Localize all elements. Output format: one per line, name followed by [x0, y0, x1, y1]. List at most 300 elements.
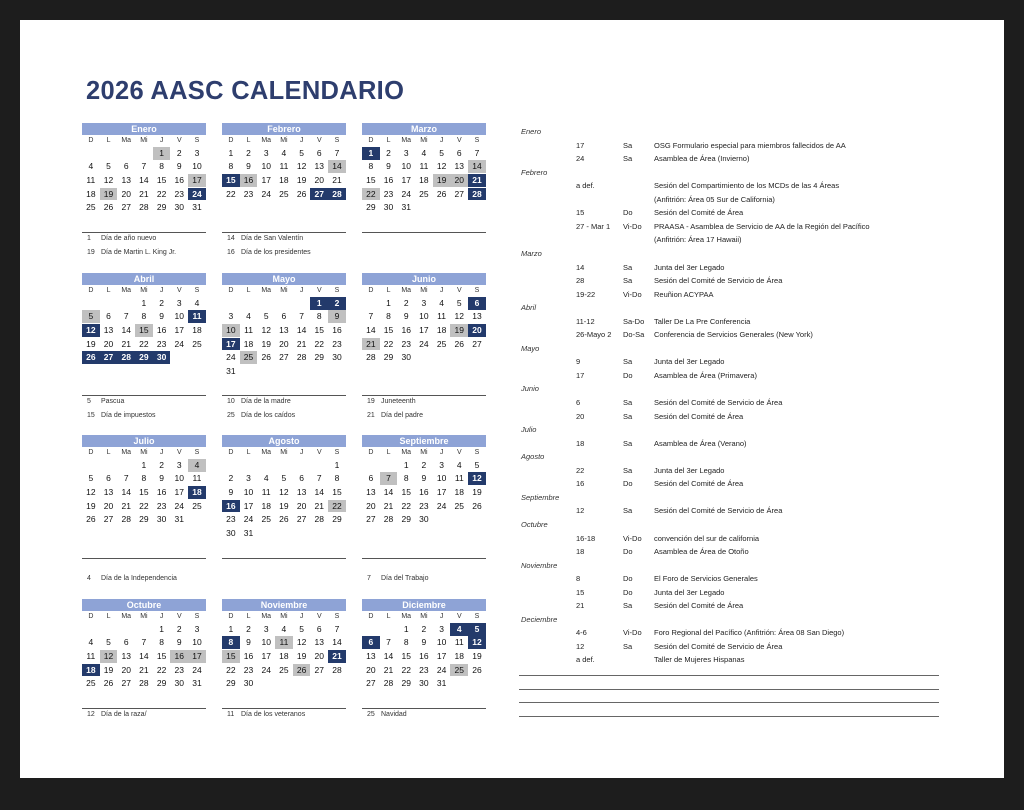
day-cell: 1 — [403, 623, 409, 634]
day-cell: 5 — [299, 623, 304, 634]
holiday-day: 16 — [227, 248, 235, 256]
day-cell: 10 — [192, 161, 202, 172]
day-cell: 22 — [383, 338, 394, 349]
event-weekday: Vi-Do — [623, 221, 642, 231]
day-cell — [117, 297, 135, 310]
day-cell: 31 — [226, 365, 236, 376]
weekday-label: Ma — [401, 287, 412, 294]
weekday-label: L — [106, 287, 111, 294]
day-cell: 24 — [436, 500, 447, 511]
holiday-name: Día de la Independencia — [101, 575, 177, 582]
week-row — [222, 458, 346, 472]
day-cell: 29 — [156, 678, 167, 689]
month-header: Abril — [82, 273, 206, 285]
day-cell: 7 — [141, 161, 147, 172]
day-cell: 4 — [456, 459, 462, 470]
event-title: Sesión del Comité de Servicio de Área — [654, 506, 783, 516]
day-cell: 24 — [419, 338, 429, 349]
day-cell-event: 26 — [82, 351, 100, 364]
day-cell — [380, 459, 398, 472]
day-cell — [117, 147, 135, 160]
day-cell: 27 — [103, 514, 114, 525]
weekday-label: Ma — [261, 287, 272, 294]
notes-line — [519, 702, 939, 703]
day-cell: 9 — [421, 473, 427, 484]
day-cell: 6 — [106, 473, 111, 484]
day-cell-holiday: 22 — [328, 500, 346, 513]
day-cell — [293, 677, 311, 690]
weekday-header-row — [362, 447, 486, 458]
day-cell-holiday: 5 — [82, 310, 100, 323]
day-cell: 26 — [103, 202, 114, 213]
week-row — [222, 526, 346, 540]
day-cell: 19 — [103, 664, 114, 675]
day-cell: 28 — [314, 514, 325, 525]
month-header: Septiembre — [362, 435, 486, 447]
holiday-note — [367, 412, 423, 419]
holiday-name: Día de los caídos — [241, 411, 296, 419]
holiday-name: Día de la raza/ — [101, 711, 147, 718]
day-cell: 11 — [454, 473, 464, 484]
day-cell: 29 — [332, 514, 342, 525]
holiday-name: Día de la madre — [241, 398, 291, 405]
day-cell — [362, 297, 380, 310]
day-cell-event: 11 — [188, 310, 206, 323]
day-cell: 5 — [281, 473, 287, 484]
day-cell: 6 — [299, 473, 304, 484]
week-row — [362, 296, 486, 310]
weekday-label: Ma — [261, 137, 272, 144]
day-cell: 18 — [279, 174, 289, 185]
day-cell: 14 — [383, 650, 394, 661]
day-cell — [275, 297, 293, 310]
month-abril — [82, 273, 206, 364]
day-cell: 3 — [439, 459, 444, 470]
weekday-label: L — [246, 137, 251, 144]
week-row — [362, 512, 486, 526]
week-row — [222, 512, 346, 526]
event-title: PRAASA - Asamblea de Servicio de AA de la Región del Pacífico — [654, 221, 870, 231]
day-cell: 26 — [472, 664, 482, 675]
day-cell: 29 — [139, 514, 149, 525]
day-cell-event: 17 — [222, 338, 240, 351]
weekday-label: J — [299, 613, 304, 620]
week-row — [82, 499, 206, 513]
month-octubre — [82, 599, 206, 690]
event-title: (Anfitrión: Área 17 Hawaii) — [654, 235, 742, 245]
day-cell: 24 — [401, 188, 411, 199]
day-cell: 30 — [332, 352, 342, 363]
day-cell: 30 — [174, 678, 185, 689]
week-row — [362, 310, 486, 324]
weekday-label: V — [316, 137, 322, 144]
day-cell — [240, 297, 258, 310]
day-cell-event: 1 — [362, 147, 380, 160]
month-mayo — [222, 273, 346, 378]
week-row — [362, 458, 486, 472]
weekday-label: S — [334, 287, 340, 294]
weekday-label: J — [439, 613, 444, 620]
weekday-label: V — [456, 613, 462, 620]
day-cell — [135, 147, 153, 160]
event-date: 22 — [576, 465, 585, 475]
weekday-label: Mi — [280, 137, 288, 144]
week-row — [362, 350, 486, 364]
day-cell: 19 — [472, 650, 482, 661]
day-cell: 14 — [139, 650, 149, 661]
week-row — [82, 323, 206, 337]
day-cell: 3 — [439, 623, 444, 634]
day-cell: 19 — [296, 650, 307, 661]
day-cell — [275, 459, 293, 472]
holiday-note — [87, 398, 124, 405]
day-cell — [240, 365, 258, 378]
day-cell — [100, 147, 118, 160]
weekday-header-row — [362, 611, 486, 622]
holiday-note — [87, 575, 177, 582]
day-cell: 16 — [156, 486, 167, 497]
weekday-label: S — [474, 137, 480, 144]
month-divider — [362, 395, 486, 396]
day-cell: 20 — [121, 188, 131, 199]
day-cell: 6 — [123, 161, 129, 172]
event-date: 16-18 — [576, 533, 596, 543]
event-weekday: Sa — [623, 641, 633, 651]
event-title: El Foro de Servicios Generales — [654, 574, 758, 584]
event-title: convención del sur de california — [654, 533, 760, 543]
week-row — [222, 323, 346, 337]
day-cell: 17 — [401, 174, 411, 185]
day-cell: 20 — [121, 664, 131, 675]
day-cell: 25 — [419, 188, 429, 199]
day-cell: 1 — [159, 623, 164, 634]
holiday-day: 5 — [87, 398, 91, 405]
event-title: Reuñion ACYPAA — [654, 289, 714, 299]
day-cell: 19 — [86, 500, 96, 511]
weekday-label: Ma — [261, 449, 272, 456]
day-cell: 28 — [366, 352, 376, 363]
week-row — [82, 636, 206, 650]
day-cell: 17 — [436, 650, 447, 661]
day-cell: 3 — [194, 623, 200, 634]
week-row — [82, 649, 206, 663]
day-cell — [188, 351, 206, 364]
holiday-note — [227, 711, 305, 718]
weekday-label: V — [176, 137, 182, 144]
day-cell — [82, 623, 100, 636]
month-header: Agosto — [222, 435, 346, 447]
week-row — [82, 160, 206, 174]
event-weekday: Sa — [623, 262, 633, 272]
holiday-note — [227, 412, 295, 419]
day-cell-holiday: 10 — [222, 324, 240, 337]
day-cell: 26 — [296, 188, 307, 199]
day-cell: 17 — [436, 486, 447, 497]
day-cell: 21 — [383, 664, 394, 675]
day-cell — [100, 459, 118, 472]
day-cell-holiday: 14 — [328, 160, 346, 173]
weekday-header-row — [222, 611, 346, 622]
holiday-note — [367, 575, 428, 582]
weekday-label: Mi — [140, 137, 148, 144]
day-cell: 22 — [139, 338, 149, 349]
month-marzo — [362, 123, 486, 214]
month-divider — [362, 558, 486, 559]
event-weekday: Sa — [623, 411, 633, 421]
day-cell: 12 — [296, 637, 307, 648]
event-weekday: Sa — [623, 357, 633, 367]
event-date: 16 — [576, 479, 585, 489]
day-cell: 23 — [226, 514, 236, 525]
day-cell: 28 — [139, 202, 149, 213]
day-cell: 25 — [86, 202, 96, 213]
day-cell: 13 — [366, 486, 376, 497]
week-row — [222, 472, 346, 486]
day-cell: 4 — [194, 297, 200, 308]
event-date: 27 - Mar 1 — [576, 221, 611, 231]
week-row — [82, 512, 206, 526]
weekday-label: L — [106, 137, 111, 144]
event-weekday: Sa — [623, 276, 633, 286]
day-cell — [257, 677, 275, 690]
holiday-name: Día del padre — [381, 411, 424, 419]
day-cell: 14 — [121, 324, 131, 335]
day-cell: 30 — [419, 514, 429, 525]
weekday-label: J — [439, 449, 444, 456]
day-cell-event: 28 — [328, 188, 346, 201]
day-cell: 3 — [246, 473, 251, 484]
day-cell: 1 — [334, 459, 340, 470]
day-cell: 24 — [243, 514, 254, 525]
day-cell: 27 — [454, 188, 465, 199]
weekday-label: Ma — [121, 613, 132, 620]
day-cell: 7 — [386, 637, 391, 648]
day-cell: 25 — [436, 338, 447, 349]
day-cell — [433, 351, 451, 364]
day-cell: 5 — [88, 473, 94, 484]
day-cell: 2 — [246, 623, 251, 634]
event-date: 18 — [576, 438, 585, 448]
day-cell: 7 — [334, 147, 340, 158]
day-cell-event: 24 — [188, 188, 206, 201]
day-cell: 13 — [454, 161, 465, 172]
day-cell: 5 — [474, 459, 480, 470]
day-cell: 15 — [156, 650, 167, 661]
weekday-label: D — [88, 613, 94, 620]
month-febrero — [222, 123, 346, 200]
day-cell: 10 — [174, 473, 185, 484]
event-date: 12 — [576, 506, 585, 516]
week-row — [362, 649, 486, 663]
day-cell-holiday: 19 — [433, 174, 451, 187]
day-cell: 21 — [314, 500, 325, 511]
event-weekday: Sa — [623, 154, 633, 164]
day-cell: 21 — [121, 500, 131, 511]
day-cell: 8 — [228, 161, 234, 172]
day-cell: 24 — [174, 338, 185, 349]
day-cell: 11 — [454, 637, 464, 648]
event-month-label: Agosto — [521, 452, 545, 462]
day-cell-holiday: 4 — [188, 459, 206, 472]
day-cell: 12 — [279, 486, 289, 497]
day-cell-holiday: 17 — [188, 650, 206, 663]
day-cell: 29 — [401, 514, 411, 525]
holiday-name: Día de San Valentín — [241, 235, 304, 242]
weekday-label: D — [228, 449, 234, 456]
day-cell: 10 — [174, 311, 185, 322]
day-cell: 4 — [246, 311, 251, 322]
day-cell: 22 — [156, 664, 167, 675]
day-cell: 28 — [296, 352, 307, 363]
day-cell-event: 28 — [117, 351, 135, 364]
day-cell: 27 — [314, 664, 325, 675]
week-row — [222, 187, 346, 201]
day-cell: 22 — [401, 500, 411, 511]
day-cell: 25 — [261, 514, 271, 525]
weekday-label: Mi — [420, 449, 428, 456]
day-cell-event: 30 — [153, 351, 171, 364]
month-diciembre — [362, 599, 486, 690]
weekday-label: S — [334, 613, 340, 620]
day-cell: 18 — [454, 650, 465, 661]
day-cell — [310, 365, 328, 378]
day-cell — [468, 677, 486, 690]
holiday-name: Navidad — [381, 711, 407, 718]
month-divider — [82, 708, 206, 709]
month-divider — [362, 232, 486, 233]
event-month-label: Marzo — [521, 248, 542, 258]
day-cell — [433, 513, 451, 526]
day-cell: 11 — [437, 311, 446, 322]
day-cell: 2 — [403, 297, 409, 308]
day-cell: 7 — [123, 311, 129, 322]
week-row — [82, 296, 206, 310]
day-cell: 14 — [121, 486, 131, 497]
week-row — [82, 472, 206, 486]
day-cell: 10 — [261, 637, 271, 648]
day-cell-event: 21 — [468, 174, 486, 187]
week-row — [362, 323, 486, 337]
day-cell: 28 — [332, 664, 342, 675]
day-cell: 27 — [472, 338, 482, 349]
weekday-label: Mi — [280, 449, 288, 456]
day-cell-event: 27 — [100, 351, 118, 364]
day-cell: 4 — [439, 297, 444, 308]
week-row — [222, 636, 346, 650]
event-title: Taller de Mujeres Hispanas — [654, 655, 745, 665]
week-row — [362, 499, 486, 513]
day-cell: 17 — [419, 324, 429, 335]
month-divider — [82, 232, 206, 233]
week-row — [82, 200, 206, 214]
day-cell — [293, 459, 311, 472]
day-cell: 4 — [281, 623, 287, 634]
event-weekday: Sa — [623, 506, 633, 516]
weekday-label: S — [474, 449, 480, 456]
weekday-label: Mi — [420, 613, 428, 620]
day-cell: 3 — [194, 147, 200, 158]
holiday-name: Juneteenth — [381, 398, 416, 405]
day-cell: 31 — [436, 678, 447, 689]
day-cell: 24 — [192, 664, 202, 675]
month-agosto — [222, 435, 346, 540]
day-cell: 20 — [366, 500, 376, 511]
day-cell: 3 — [176, 459, 182, 470]
weekday-label: S — [334, 449, 340, 456]
day-cell: 10 — [243, 486, 254, 497]
day-cell-holiday: 15 — [135, 324, 153, 337]
event-weekday: Sa — [623, 438, 633, 448]
month-header: Junio — [362, 273, 486, 285]
month-header: Marzo — [362, 123, 486, 135]
weekday-label: L — [246, 287, 251, 294]
month-header: Octubre — [82, 599, 206, 611]
weekday-label: L — [106, 449, 111, 456]
event-date: a def. — [576, 655, 595, 665]
day-cell: 29 — [401, 678, 411, 689]
day-cell — [117, 459, 135, 472]
day-cell: 10 — [436, 473, 447, 484]
day-cell: 13 — [279, 324, 289, 335]
holiday-note — [87, 412, 155, 419]
week-row — [222, 350, 346, 364]
week-row — [82, 663, 206, 677]
event-date: 21 — [576, 601, 585, 611]
day-cell-holiday: 9 — [328, 310, 346, 323]
month-divider — [82, 395, 206, 396]
day-cell-holiday: 11 — [275, 636, 293, 649]
day-cell: 18 — [192, 324, 202, 335]
day-cell: 1 — [141, 297, 147, 308]
event-month-label: Junio — [521, 384, 539, 394]
day-cell: 13 — [296, 486, 307, 497]
month-header: Diciembre — [362, 599, 486, 611]
day-cell: 15 — [383, 324, 394, 335]
day-cell-event: 12 — [468, 472, 486, 485]
event-weekday: Sa — [623, 140, 633, 150]
day-cell: 21 — [139, 188, 149, 199]
day-cell — [293, 527, 311, 540]
day-cell: 12 — [103, 174, 114, 185]
event-title: Asamblea de Área (Primavera) — [654, 370, 757, 380]
day-cell: 20 — [314, 174, 325, 185]
event-title: OSG Formulario especial para miembros fallecidos de AA — [654, 140, 846, 150]
day-cell-event: 12 — [82, 324, 100, 337]
day-cell-event: 18 — [188, 486, 206, 499]
day-cell: 15 — [366, 174, 376, 185]
day-cell-event: 1 — [310, 297, 328, 310]
day-cell: 5 — [106, 637, 111, 648]
weekday-label: S — [474, 613, 480, 620]
day-cell: 7 — [368, 311, 374, 322]
event-title: Sesión del Comité de Servicio de Área — [654, 276, 783, 286]
day-cell: 25 — [192, 500, 202, 511]
day-cell: 16 — [383, 174, 394, 185]
day-cell — [82, 459, 100, 472]
holiday-note — [227, 235, 303, 242]
event-date: 17 — [576, 140, 585, 150]
month-header: Febrero — [222, 123, 346, 135]
weekday-label: D — [368, 613, 374, 620]
event-date: 6 — [576, 398, 581, 407]
day-cell-event: 8 — [222, 636, 240, 649]
week-row — [82, 337, 206, 351]
day-cell: 16 — [174, 174, 185, 185]
week-row — [82, 146, 206, 160]
day-cell: 2 — [386, 147, 391, 158]
day-cell — [135, 623, 153, 636]
day-cell — [380, 623, 398, 636]
